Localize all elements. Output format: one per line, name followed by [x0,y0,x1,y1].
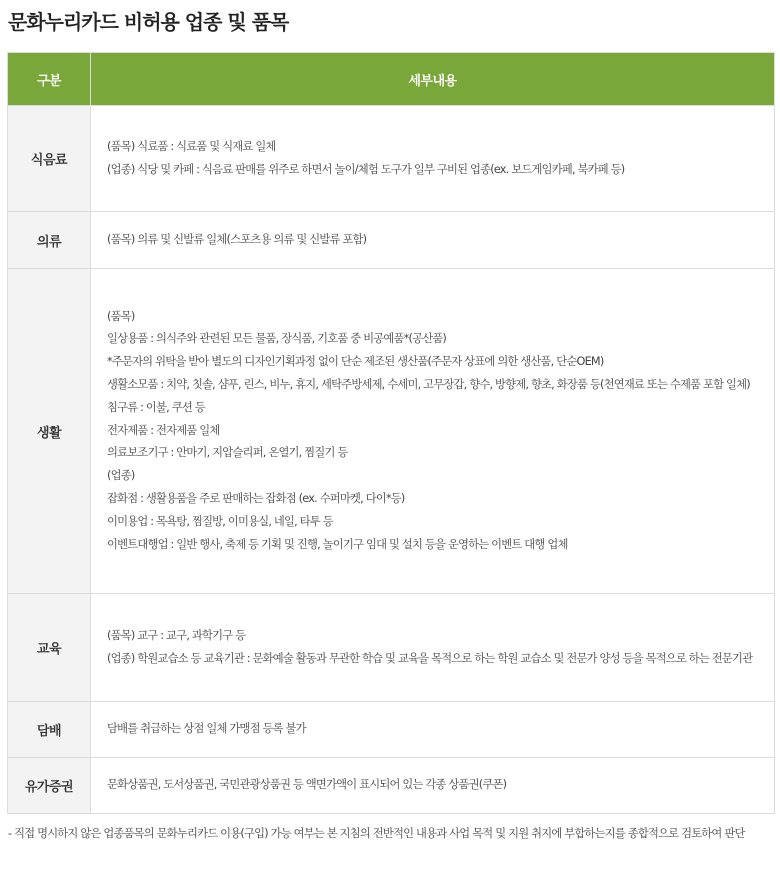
detail-line: (품목) 식료품 : 식료품 및 식재료 일체 [107,139,276,153]
detail-line: 이미용업 : 목욕탕, 찜질방, 이미용실, 네일, 타투 등 [107,514,333,528]
detail-line: (업종) 식당 및 카페 : 식음료 판매를 위주로 하면서 놀이/체험 도구가 일부 구비된 업종(ex. 보드게임카페, 북카페 등) [107,162,625,176]
detail-line: (품목) [107,309,135,323]
table-row-living [8,269,775,594]
restriction-table [7,52,775,814]
detail-line: 의료보조기구 : 안마기, 지압슬리퍼, 온열기, 찜질기 등 [107,446,348,460]
details-cell [91,594,775,702]
details-cell [91,758,775,814]
category-cell: 의류 [8,212,91,269]
table-row-securities [8,758,775,814]
category-cell: 생활 [8,269,91,594]
details-cell [91,106,775,212]
detail-line: (품목) 의류 및 신발류 일체(스포츠용 의류 및 신발류 포함) [107,232,367,246]
header-category: 구분 [8,53,91,106]
table-header-row [8,53,775,106]
detail-line: 침구류 : 이불, 쿠션 등 [107,400,205,414]
page-title: 문화누리카드 비허용 업종 및 품목 [8,10,289,34]
detail-line: 전자제품 : 전자제품 일체 [107,423,220,437]
category-cell: 유가증권 [8,758,91,814]
table-row-education [8,594,775,702]
category-cell: 식음료 [8,106,91,212]
details-cell [91,702,775,758]
table-row-clothing [8,212,775,269]
detail-line: 이벤트대행업 : 일반 행사, 축제 등 기획 및 진행, 놀이기구 임대 및 설치 등을 운영하는 이벤트 대행 업체 [107,537,568,551]
detail-line: 문화상품권, 도서상품권, 국민관광상품권 등 액면가액이 표시되어 있는 각종 상품권(쿠폰) [107,778,507,792]
category-cell: 교육 [8,594,91,702]
detail-line: 일상용품 : 의식주와 관련된 모든 물품, 장식품, 기호품 중 비공예품*(공산품) [107,332,447,346]
detail-line: 잡화점 : 생활용품을 주로 판매하는 잡화점 (ex. 수퍼마켓, 다이*등) [107,491,405,505]
detail-line: 생활소모품 : 치약, 칫솔, 샴푸, 린스, 비누, 휴지, 세탁주방세제, 수세미, 고무장갑, 향수, 방향제, 향초, 화장품 등(천연재료 또는 수제품 포함 일체) [107,378,750,391]
footnote: - 직접 명시하지 않은 업종품목의 문화누리카드 이용(구입) 가능 여부는 본 지침의 전반적인 내용과 사업 목적 및 지원 취지에 부합하는지를 종합적으로 검토하여 판단 [8,827,745,840]
details-cell [91,269,775,594]
details-cell [91,212,775,269]
detail-line: 담배를 취급하는 상점 일체 가맹점 등록 불가 [107,722,306,736]
detail-line: (업종) 학원교습소 등 교육기관 : 문화예술 활동과 무관한 학습 및 교육을 목적으로 하는 학원 교습소 및 전문가 양성 등을 목적으로 하는 전문기관 [107,651,753,665]
table-row-food-beverage [8,106,775,212]
header-details: 세부내용 [91,53,775,106]
detail-line: (업종) [107,469,135,483]
detail-line: *주문자의 위탁을 받아 별도의 디자인기획과정 없이 단순 제조된 생산품(주문자 상표에 의한 생산품, 단순OEM) [107,355,604,369]
detail-line: (품목) 교구 : 교구, 과학기구 등 [107,628,246,642]
category-cell: 담배 [8,702,91,758]
table-row-tobacco [8,702,775,758]
